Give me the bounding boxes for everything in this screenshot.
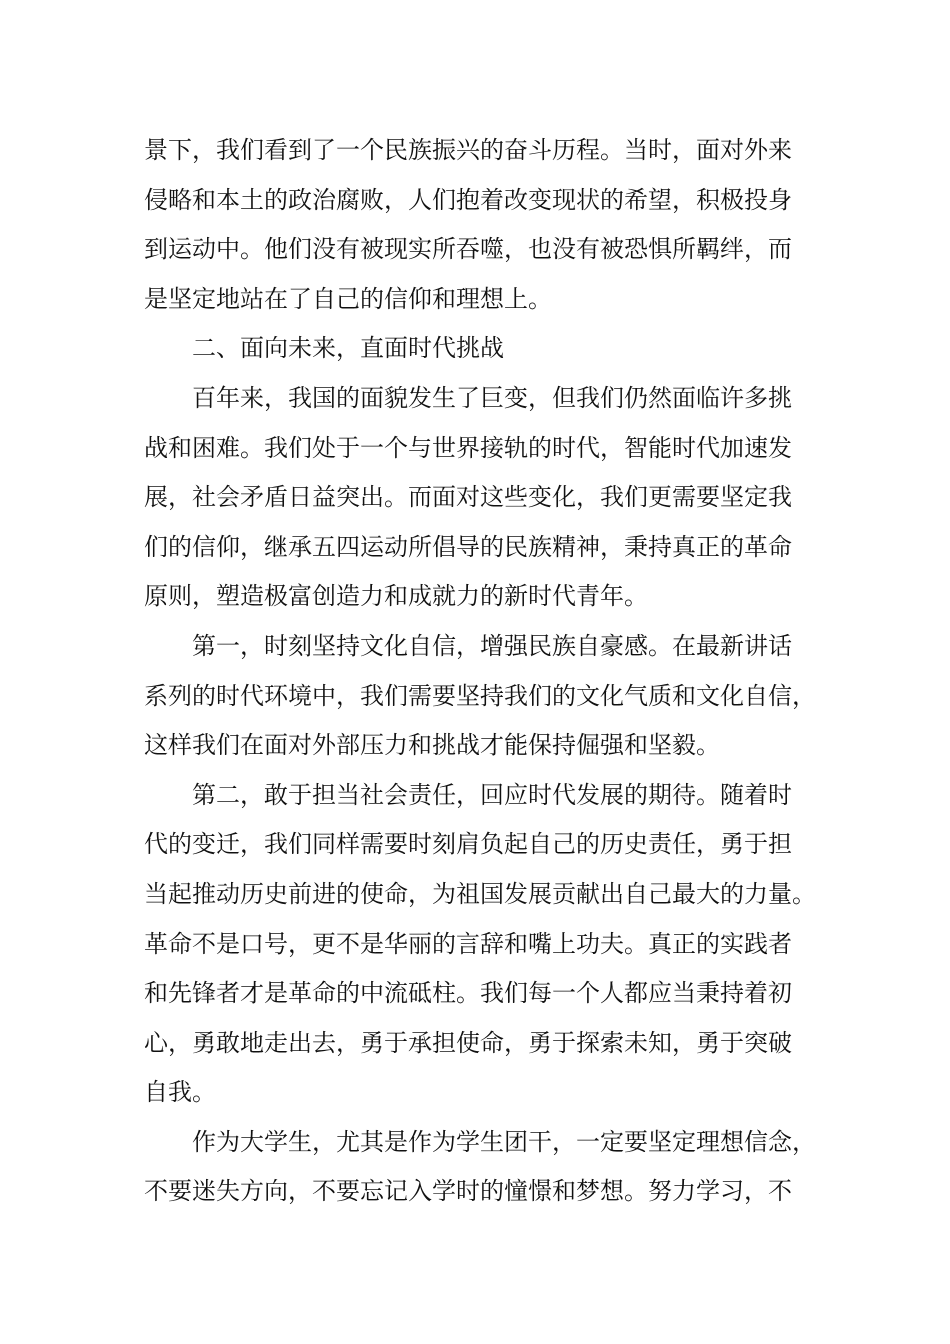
text-line: 第二，敢于担当社会责任，回应时代发展的期待。随着时 bbox=[192, 780, 792, 809]
text-line: 作为大学生，尤其是作为学生团干，一定要坚定理想信念， bbox=[192, 1127, 816, 1156]
text-line: 原则，塑造极富创造力和成就力的新时代青年。 bbox=[144, 582, 648, 611]
text-line: 战和困难。我们处于一个与世界接轨的时代，智能时代加速发 bbox=[144, 433, 792, 462]
text-line: 是坚定地站在了自己的信仰和理想上。 bbox=[144, 284, 552, 313]
text-line: 心，勇敢地走出去，勇于承担使命，勇于探索未知，勇于突破 bbox=[144, 1028, 792, 1057]
text-line: 代的变迁，我们同样需要时刻肩负起自己的历史责任，勇于担 bbox=[144, 830, 792, 859]
text-line: 不要迷失方向，不要忘记入学时的憧憬和梦想。努力学习，不 bbox=[144, 1177, 792, 1206]
text-line: 自我。 bbox=[144, 1078, 216, 1107]
text-line: 到运动中。他们没有被现实所吞噬，也没有被恐惧所羁绊，而 bbox=[144, 235, 792, 264]
text-line: 侵略和本土的政治腐败，人们抱着改变现状的希望，积极投身 bbox=[144, 185, 792, 214]
text-line: 第一，时刻坚持文化自信，增强民族自豪感。在最新讲话 bbox=[192, 631, 792, 660]
text-line: 展，社会矛盾日益突出。而面对这些变化，我们更需要坚定我 bbox=[144, 483, 792, 512]
section-heading: 二、面向未来，直面时代挑战 bbox=[192, 334, 504, 363]
text-line: 景下，我们看到了一个民族振兴的奋斗历程。当时，面对外来 bbox=[144, 136, 792, 164]
text-line: 们的信仰，继承五四运动所倡导的民族精神，秉持真正的革命 bbox=[144, 532, 792, 561]
text-line: 革命不是口号，更不是华丽的言辞和嘴上功夫。真正的实践者 bbox=[144, 929, 792, 958]
text-line: 百年来，我国的面貌发生了巨变，但我们仍然面临许多挑 bbox=[192, 383, 792, 412]
document-body bbox=[144, 126, 816, 1217]
text-line: 系列的时代环境中，我们需要坚持我们的文化气质和文化自信， bbox=[144, 681, 816, 710]
text-line: 当起推动历史前进的使命，为祖国发展贡献出自己最大的力量。 bbox=[144, 879, 816, 908]
text-line: 这样我们在面对外部压力和挑战才能保持倔强和坚毅。 bbox=[144, 731, 720, 760]
text-line: 和先锋者才是革命的中流砥柱。我们每一个人都应当秉持着初 bbox=[144, 979, 792, 1008]
